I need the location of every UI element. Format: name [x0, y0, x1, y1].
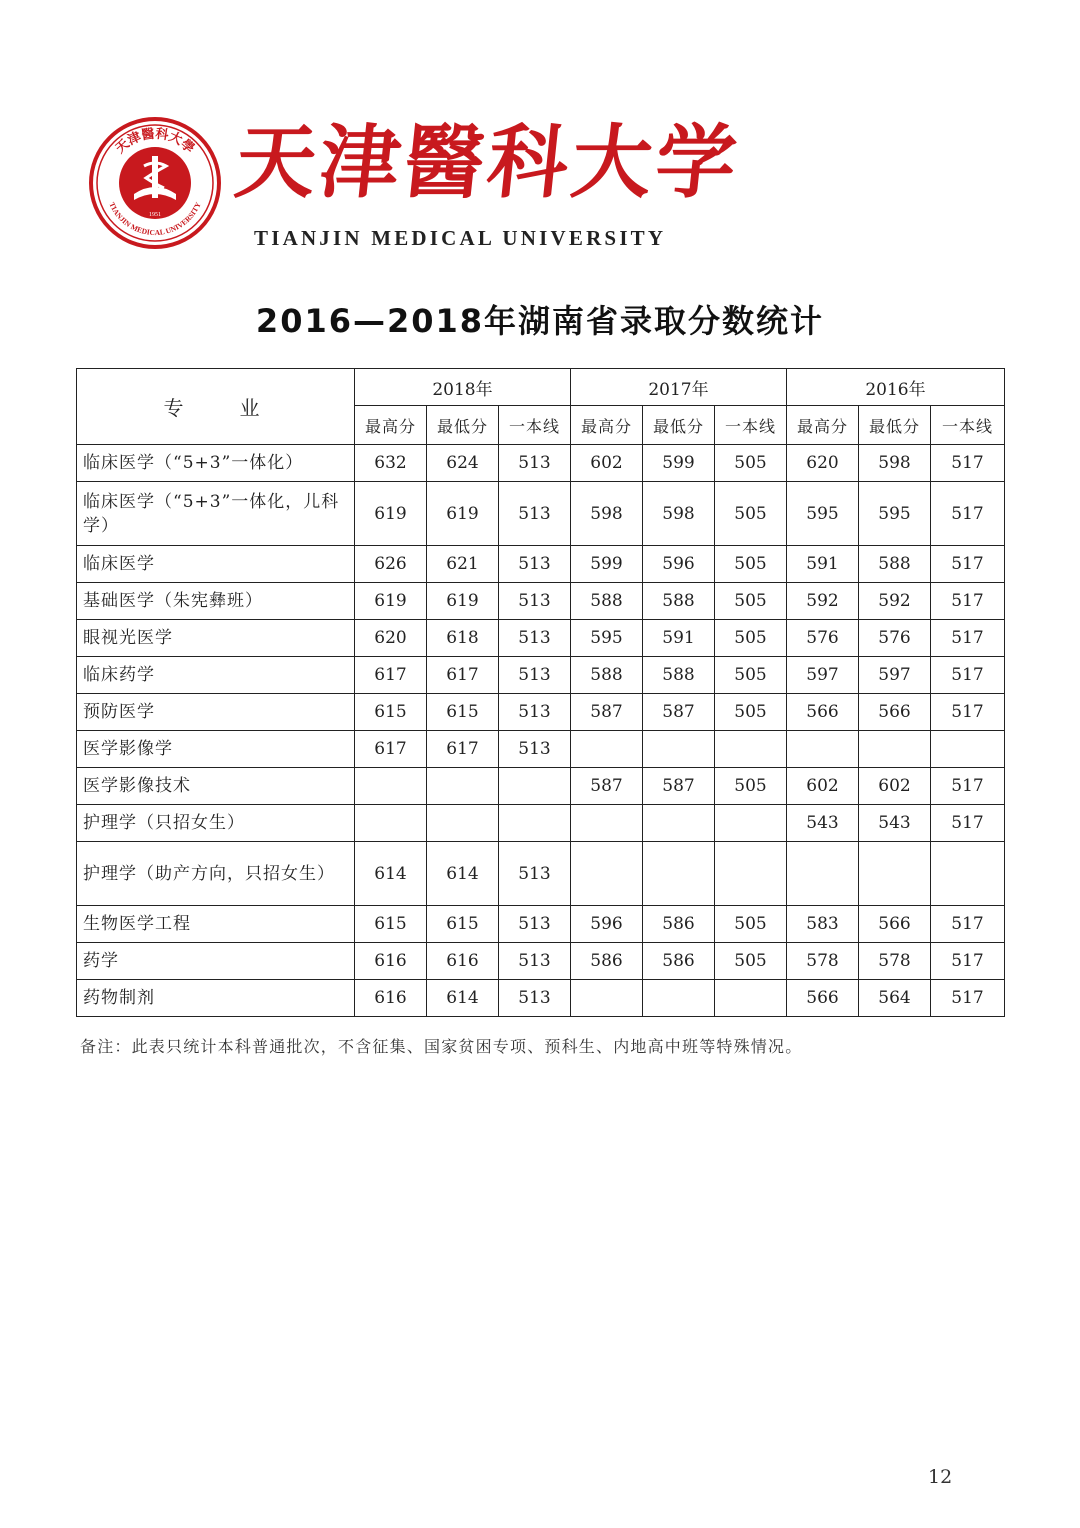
score-cell	[643, 731, 715, 768]
score-cell: 588	[571, 657, 643, 694]
major-cell: 医学影像学	[77, 731, 355, 768]
score-cell: 617	[355, 731, 427, 768]
table-row	[77, 731, 1005, 768]
score-cell: 513	[499, 620, 571, 657]
score-cell: 578	[859, 943, 931, 980]
table-row	[77, 546, 1005, 583]
table-row	[77, 980, 1005, 1017]
university-logo	[88, 112, 745, 262]
score-cell: 566	[787, 694, 859, 731]
score-cell: 505	[715, 546, 787, 583]
score-cell: 595	[571, 620, 643, 657]
score-cell: 597	[859, 657, 931, 694]
table-row	[77, 805, 1005, 842]
score-cell	[571, 731, 643, 768]
score-cell: 505	[715, 482, 787, 546]
score-cell: 566	[859, 906, 931, 943]
score-cell: 619	[355, 583, 427, 620]
score-cell: 620	[355, 620, 427, 657]
score-cell: 614	[355, 842, 427, 906]
score-cell: 626	[355, 546, 427, 583]
score-cell: 592	[859, 583, 931, 620]
major-cell: 护理学（只招女生）	[77, 805, 355, 842]
score-cell: 619	[355, 482, 427, 546]
table-row	[77, 445, 1005, 482]
score-cell	[931, 731, 1005, 768]
page-number: 12	[928, 1466, 953, 1488]
score-cell: 586	[643, 906, 715, 943]
score-cell: 588	[859, 546, 931, 583]
year-header-2018: 2018年	[355, 369, 571, 406]
score-cell: 617	[427, 731, 499, 768]
score-cell: 591	[787, 546, 859, 583]
score-cell: 587	[643, 694, 715, 731]
score-cell	[643, 805, 715, 842]
score-cell: 614	[427, 842, 499, 906]
score-cell: 505	[715, 620, 787, 657]
score-cell	[715, 731, 787, 768]
score-cell	[859, 731, 931, 768]
score-cell: 615	[427, 694, 499, 731]
score-cell	[715, 980, 787, 1017]
score-cell	[571, 842, 643, 906]
score-cell: 513	[499, 694, 571, 731]
score-cell: 615	[427, 906, 499, 943]
sub-header-cell: 一本线	[931, 406, 1005, 445]
score-cell: 576	[787, 620, 859, 657]
table-row	[77, 657, 1005, 694]
major-cell: 药学	[77, 943, 355, 980]
score-cell: 513	[499, 731, 571, 768]
score-cell: 566	[859, 694, 931, 731]
score-cell: 517	[931, 546, 1005, 583]
score-cell: 602	[571, 445, 643, 482]
score-cell: 505	[715, 657, 787, 694]
score-cell: 588	[643, 657, 715, 694]
score-cell	[355, 768, 427, 805]
sub-header-cell: 一本线	[499, 406, 571, 445]
table-row	[77, 694, 1005, 731]
admission-score-table	[76, 368, 1005, 1017]
score-cell: 588	[643, 583, 715, 620]
score-cell	[715, 805, 787, 842]
university-seal-icon	[88, 116, 222, 250]
table-row	[77, 482, 1005, 546]
score-cell	[499, 805, 571, 842]
score-cell: 598	[859, 445, 931, 482]
major-cell: 眼视光医学	[77, 620, 355, 657]
score-cell: 517	[931, 445, 1005, 482]
major-cell: 临床医学（“5+3”一体化，儿科学）	[77, 482, 355, 546]
table-row	[77, 583, 1005, 620]
score-cell: 624	[427, 445, 499, 482]
score-cell: 513	[499, 546, 571, 583]
score-cell: 616	[355, 980, 427, 1017]
major-cell: 药物制剂	[77, 980, 355, 1017]
sub-header-cell: 最高分	[355, 406, 427, 445]
score-cell	[427, 768, 499, 805]
score-cell: 576	[859, 620, 931, 657]
score-cell: 513	[499, 583, 571, 620]
major-cell: 基础医学（朱宪彝班）	[77, 583, 355, 620]
score-cell: 564	[859, 980, 931, 1017]
sub-header-cell: 一本线	[715, 406, 787, 445]
year-header-2016: 2016年	[787, 369, 1005, 406]
score-cell	[715, 842, 787, 906]
score-cell: 616	[427, 943, 499, 980]
score-cell: 505	[715, 906, 787, 943]
score-cell	[787, 731, 859, 768]
score-cell: 517	[931, 980, 1005, 1017]
score-cell: 566	[787, 980, 859, 1017]
score-cell: 513	[499, 943, 571, 980]
major-cell: 生物医学工程	[77, 906, 355, 943]
score-cell	[643, 842, 715, 906]
sub-header-cell: 最低分	[427, 406, 499, 445]
score-cell: 517	[931, 906, 1005, 943]
score-cell: 592	[787, 583, 859, 620]
score-cell: 621	[427, 546, 499, 583]
sub-header-cell: 最低分	[643, 406, 715, 445]
score-cell: 596	[643, 546, 715, 583]
score-cell: 505	[715, 943, 787, 980]
table-row	[77, 768, 1005, 805]
table-row	[77, 906, 1005, 943]
score-cell: 517	[931, 657, 1005, 694]
score-cell: 587	[571, 694, 643, 731]
footnote: 备注：此表只统计本科普通批次，不含征集、国家贫困专项、预科生、内地高中班等特殊情况。	[80, 1037, 803, 1056]
major-cell: 临床医学	[77, 546, 355, 583]
score-cell: 598	[643, 482, 715, 546]
score-cell	[931, 842, 1005, 906]
score-cell: 505	[715, 694, 787, 731]
score-cell: 586	[643, 943, 715, 980]
score-cell	[355, 805, 427, 842]
seal-year: 1951	[149, 212, 161, 218]
score-cell: 599	[643, 445, 715, 482]
score-cell: 596	[571, 906, 643, 943]
university-name-en: TIANJIN MEDICAL UNIVERSITY	[254, 226, 667, 250]
score-cell	[571, 805, 643, 842]
score-cell: 517	[931, 694, 1005, 731]
score-cell: 587	[643, 768, 715, 805]
score-cell: 615	[355, 906, 427, 943]
score-cell: 632	[355, 445, 427, 482]
table-row	[77, 620, 1005, 657]
score-cell	[427, 805, 499, 842]
table-header-row-years	[77, 369, 1005, 406]
score-cell	[859, 842, 931, 906]
score-cell: 586	[571, 943, 643, 980]
score-cell: 517	[931, 768, 1005, 805]
score-cell: 543	[787, 805, 859, 842]
score-cell: 587	[571, 768, 643, 805]
score-cell: 617	[427, 657, 499, 694]
score-cell: 599	[571, 546, 643, 583]
major-cell: 临床医学（“5+3”一体化）	[77, 445, 355, 482]
score-cell: 597	[787, 657, 859, 694]
score-cell: 517	[931, 620, 1005, 657]
score-cell: 595	[859, 482, 931, 546]
score-cell	[643, 980, 715, 1017]
major-column-header: 专业	[77, 369, 355, 445]
score-cell: 583	[787, 906, 859, 943]
seal-bottom-text: TIANJIN MEDICAL UNIVERSITY	[107, 200, 203, 238]
score-cell: 513	[499, 445, 571, 482]
score-cell: 513	[499, 842, 571, 906]
sub-header-cell: 最高分	[787, 406, 859, 445]
major-cell: 医学影像技术	[77, 768, 355, 805]
score-cell: 513	[499, 980, 571, 1017]
score-cell: 615	[355, 694, 427, 731]
score-cell: 517	[931, 943, 1005, 980]
score-cell: 620	[787, 445, 859, 482]
score-cell: 505	[715, 583, 787, 620]
score-cell: 619	[427, 583, 499, 620]
score-cell: 617	[355, 657, 427, 694]
score-cell: 602	[859, 768, 931, 805]
score-cell: 505	[715, 768, 787, 805]
major-cell: 临床药学	[77, 657, 355, 694]
year-header-2017: 2017年	[571, 369, 787, 406]
score-cell: 517	[931, 583, 1005, 620]
table-row	[77, 842, 1005, 906]
score-cell: 618	[427, 620, 499, 657]
score-cell: 543	[859, 805, 931, 842]
score-cell: 505	[715, 445, 787, 482]
major-cell: 护理学（助产方向，只招女生）	[77, 842, 355, 906]
table-body	[77, 445, 1005, 1017]
score-cell: 602	[787, 768, 859, 805]
page-title: 2016—2018年湖南省录取分数统计	[255, 302, 825, 340]
score-cell: 588	[571, 583, 643, 620]
score-cell: 614	[427, 980, 499, 1017]
score-cell: 513	[499, 482, 571, 546]
score-cell: 619	[427, 482, 499, 546]
score-cell	[787, 842, 859, 906]
sub-header-cell: 最低分	[859, 406, 931, 445]
score-cell: 517	[931, 805, 1005, 842]
score-cell: 578	[787, 943, 859, 980]
score-cell: 513	[499, 657, 571, 694]
score-cell: 513	[499, 906, 571, 943]
score-cell: 595	[787, 482, 859, 546]
score-cell	[499, 768, 571, 805]
score-cell	[571, 980, 643, 1017]
sub-header-cell: 最高分	[571, 406, 643, 445]
score-cell: 517	[931, 482, 1005, 546]
seal-top-text: 天津醫科大學	[113, 126, 197, 157]
major-cell: 预防医学	[77, 694, 355, 731]
university-name-cn: 天津醫科大学	[231, 115, 745, 209]
table-row	[77, 943, 1005, 980]
score-cell: 598	[571, 482, 643, 546]
score-cell: 591	[643, 620, 715, 657]
table-header	[77, 369, 1005, 445]
score-cell: 616	[355, 943, 427, 980]
